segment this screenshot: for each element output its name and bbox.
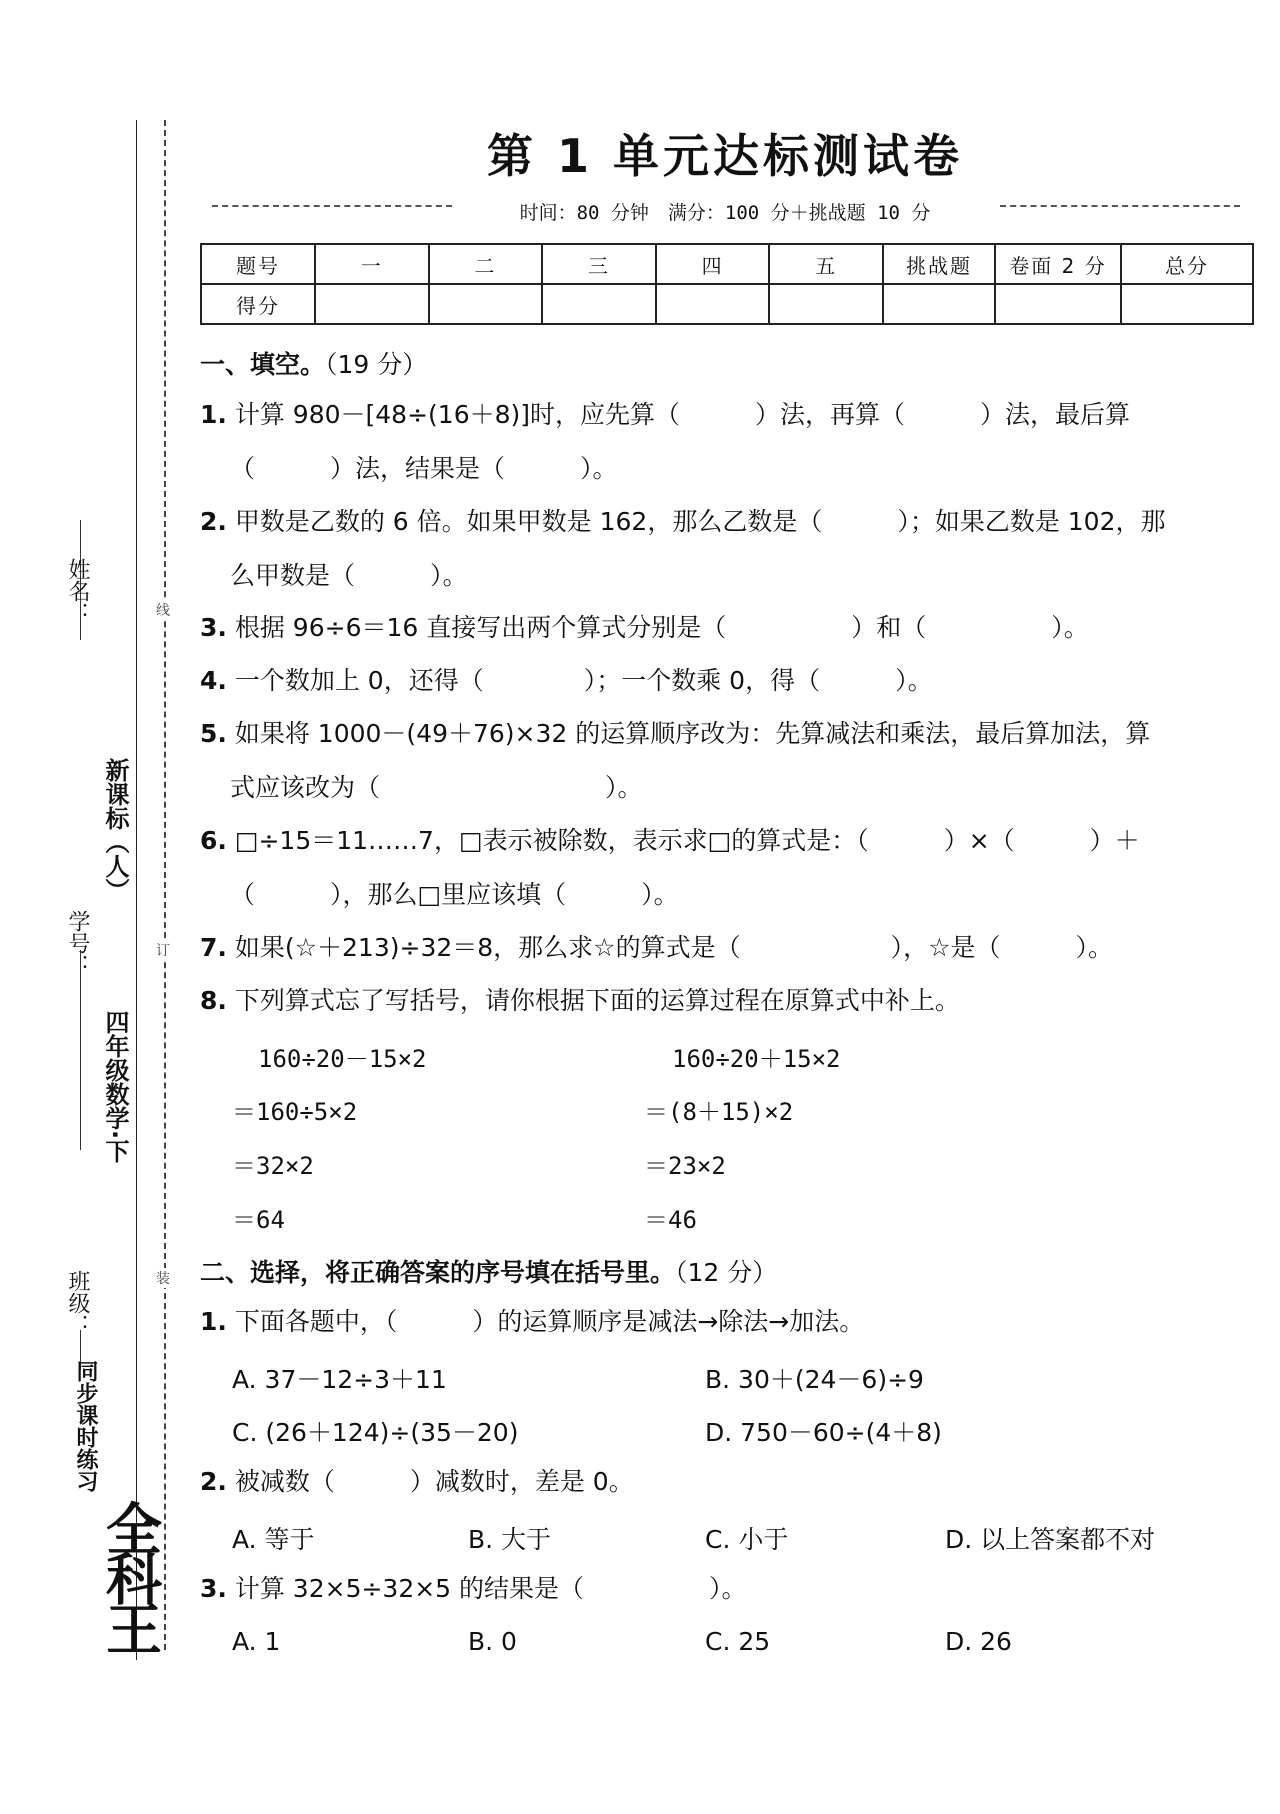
cut-line-char-3: 装 (156, 1268, 170, 1288)
brand-logo (70, 1340, 163, 1670)
score-cell[interactable] (315, 284, 429, 324)
question-number: 3. (200, 613, 227, 642)
score-col-header: 五 (769, 244, 883, 284)
s2-question-2 (200, 1466, 634, 1498)
edition-label: 新课标（人） (101, 758, 129, 902)
question-number: 1. (200, 1307, 227, 1336)
grade-subject-label: 四年级数学·下 (101, 1010, 129, 1164)
question-text: 如果(☆＋213)÷32＝8，那么求☆的算式是（ ），☆是（ ）。 (234, 933, 1113, 962)
s2-q1-option-b: B. 30＋(24－6)÷9 (705, 1365, 924, 1394)
score-row-label: 得分 (201, 284, 315, 324)
question-text: 一个数加上 0，还得（ ）；一个数乘 0，得（ ）。 (234, 666, 933, 695)
calc-left-step-3: ＝32×2 (232, 1152, 314, 1180)
question-text: 计算 32×5÷32×5 的结果是（ ）。 (234, 1574, 747, 1603)
s1-question-5 (200, 718, 1150, 750)
score-cell[interactable] (429, 284, 543, 324)
question-number: 6. (200, 826, 227, 855)
question-number: 2. (200, 507, 227, 536)
score-col-header: 一 (315, 244, 429, 284)
score-col-header: 总分 (1121, 244, 1253, 284)
section2-heading (200, 1253, 777, 1289)
score-col-header: 二 (429, 244, 543, 284)
cut-line-char-2: 订 (156, 940, 170, 960)
name-label: 姓名： (65, 558, 90, 624)
exam-info: 时间：80 分钟 满分：100 分＋挑战题 10 分 (519, 202, 931, 224)
section1-title: 一、填空。 (200, 350, 326, 379)
class-label: 班级： (65, 1270, 90, 1336)
score-table-header-row (201, 244, 1253, 284)
s1-question-8 (200, 985, 960, 1017)
page-title: 第 1 单元达标测试卷 (486, 129, 964, 183)
section2-title: 二、选择，将正确答案的序号填在括号里。 (200, 1258, 676, 1287)
score-col-header: 三 (542, 244, 656, 284)
s2-q1-option-a: A. 37－12÷3＋11 (232, 1365, 447, 1394)
question-text: 根据 96÷6＝16 直接写出两个算式分别是（ ）和（ ）。 (234, 613, 1089, 642)
calc-left-step-4: ＝64 (232, 1206, 285, 1234)
s2-q2-option-c: C. 小于 (705, 1525, 789, 1554)
question-text: 下面各题中，（ ）的运算顺序是减法→除法→加法。 (234, 1307, 865, 1336)
question-number: 4. (200, 666, 227, 695)
score-table (200, 243, 1254, 325)
s1-question-7 (200, 932, 1113, 964)
question-text: 被减数（ ）减数时，差是 0。 (234, 1467, 634, 1496)
logo-subtitle: 同步课时练习 (73, 1360, 98, 1492)
score-table-score-row (201, 284, 1253, 324)
s1-question-5-cont: 式应该改为（ ）。 (230, 773, 643, 802)
s2-q3-option-c: C. 25 (705, 1627, 771, 1656)
question-number: 1. (200, 400, 227, 429)
question-number: 5. (200, 719, 227, 748)
s2-q3-option-b: B. 0 (468, 1627, 517, 1656)
section1-heading (200, 345, 427, 381)
score-cell[interactable] (995, 284, 1121, 324)
section2-points: （12 分） (675, 1258, 778, 1287)
section1-points: （19 分） (325, 350, 428, 379)
score-cell[interactable] (883, 284, 995, 324)
s1-question-2 (200, 506, 1166, 538)
student-id-underline (80, 950, 81, 1150)
calc-left-step-1: 160÷20－15×2 (258, 1045, 427, 1073)
score-col-header: 卷面 2 分 (995, 244, 1121, 284)
question-number: 8. (200, 986, 227, 1015)
student-id-label: 学号： (65, 910, 90, 976)
cut-line-char-1: 线 (156, 600, 170, 620)
question-text: 下列算式忘了写括号，请你根据下面的运算过程在原算式中补上。 (234, 986, 960, 1015)
s2-q2-option-a: A. 等于 (232, 1525, 315, 1554)
score-cell[interactable] (542, 284, 656, 324)
s2-q2-option-d: D. 以上答案都不对 (945, 1525, 1156, 1554)
score-col-header: 题号 (201, 244, 315, 284)
score-cell[interactable] (656, 284, 770, 324)
question-number: 7. (200, 933, 227, 962)
question-text: 如果将 1000－(49＋76)×32 的运算顺序改为：先算减法和乘法，最后算加法，算 (234, 719, 1151, 748)
calc-right-step-3: ＝23×2 (644, 1152, 726, 1180)
s1-question-3 (200, 612, 1089, 644)
score-cell[interactable] (1121, 284, 1253, 324)
question-text: 甲数是乙数的 6 倍。如果甲数是 162，那么乙数是（ ）；如果乙数是 102，那 (234, 507, 1166, 536)
s2-q1-option-d: D. 750－60÷(4＋8) (705, 1418, 942, 1447)
s1-question-4 (200, 665, 933, 697)
s1-question-6 (200, 825, 1140, 857)
score-cell[interactable] (769, 284, 883, 324)
s1-question-1 (200, 399, 1130, 431)
question-number: 3. (200, 1574, 227, 1603)
s2-q3-option-a: A. 1 (232, 1627, 281, 1656)
question-number: 2. (200, 1467, 227, 1496)
question-text: 计算 980－[48÷(16＋8)]时，应先算（ ）法，再算（ ）法，最后算 (234, 400, 1131, 429)
decorative-rule-right (1000, 205, 1240, 213)
s2-q1-option-c: C. (26＋124)÷(35－20) (232, 1418, 519, 1447)
calc-right-step-1: 160÷20＋15×2 (672, 1045, 841, 1073)
s2-question-3 (200, 1573, 747, 1605)
s1-question-1-cont: （ ）法，结果是（ ）。 (230, 454, 618, 483)
score-col-header: 四 (656, 244, 770, 284)
cut-line (164, 120, 166, 1650)
s1-question-6-cont: （ ），那么□里应该填（ ）。 (230, 880, 679, 909)
question-text: □÷15＝11……7，□表示被除数，表示求□的算式是：（ ）×（ ）＋ (234, 826, 1140, 855)
s1-question-2-cont: 么甲数是（ ）。 (230, 561, 468, 590)
calc-right-step-4: ＝46 (644, 1206, 697, 1234)
s2-q3-option-d: D. 26 (945, 1627, 1012, 1656)
calc-right-step-2: ＝(8＋15)×2 (644, 1098, 794, 1126)
calc-left-step-2: ＝160÷5×2 (232, 1098, 358, 1126)
s2-question-1 (200, 1306, 864, 1338)
score-col-header: 挑战题 (883, 244, 995, 284)
s2-q2-option-b: B. 大于 (468, 1525, 552, 1554)
logo-title: 全科王 (97, 1500, 163, 1650)
